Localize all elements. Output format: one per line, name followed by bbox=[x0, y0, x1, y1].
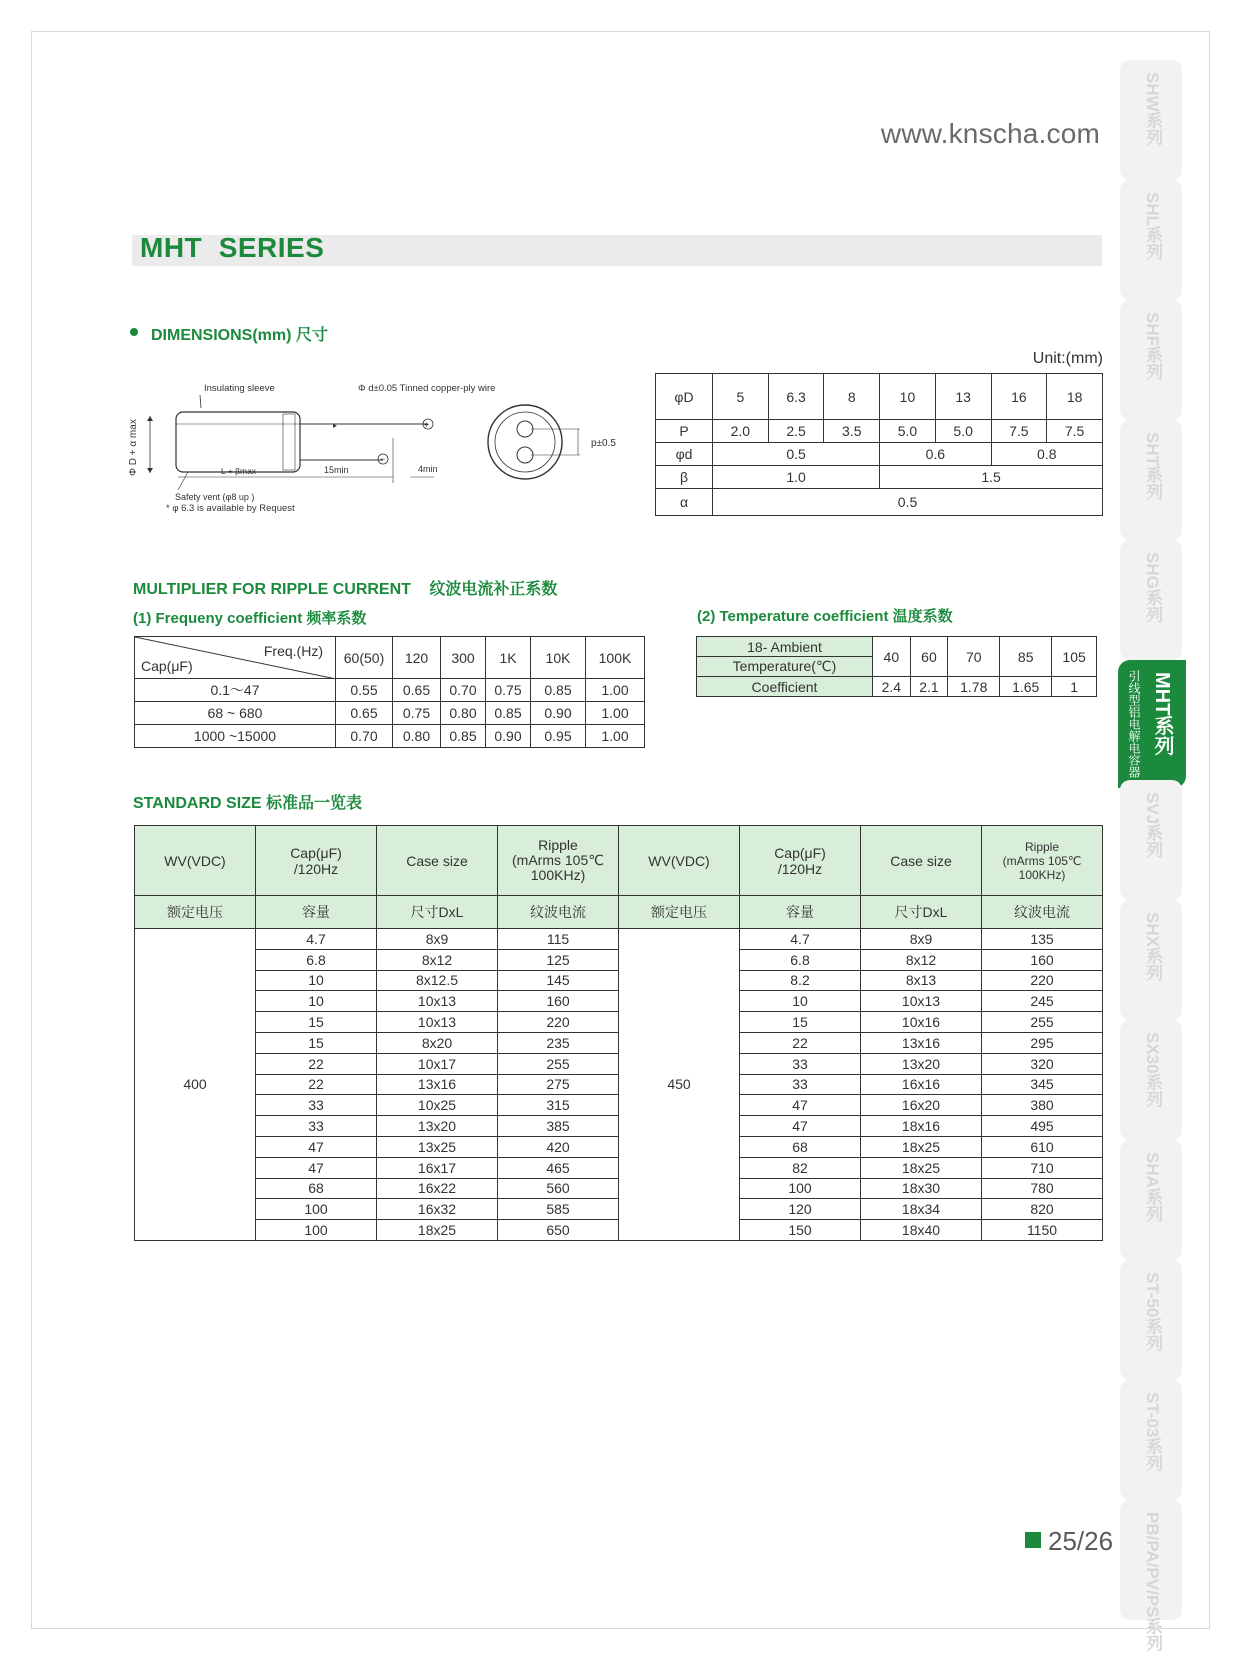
cap-cell: 82 bbox=[740, 1157, 861, 1178]
case-size-cell: 10x13 bbox=[861, 991, 982, 1012]
header-cell: Case size bbox=[377, 826, 498, 896]
ripple-cell: 125 bbox=[498, 949, 619, 970]
series-tab-label: SHA系列 bbox=[1143, 1152, 1162, 1222]
wv-cell: 450 bbox=[619, 929, 740, 1241]
header-cn-cell: 尺寸DxL bbox=[861, 896, 982, 929]
ripple-cell: 710 bbox=[982, 1157, 1103, 1178]
dim-cell: 6.3 bbox=[768, 374, 824, 420]
cap-cell: 150 bbox=[740, 1220, 861, 1241]
cap-cell: 120 bbox=[740, 1199, 861, 1220]
request-note: * φ 6.3 is available by Request bbox=[166, 503, 295, 514]
series-tab-label: SHT系列 bbox=[1143, 432, 1162, 500]
alpha-label: α bbox=[656, 489, 713, 516]
header-cn-cell: 纹波电流 bbox=[498, 896, 619, 929]
temp-coefficient-title: (2) Temperature coefficient 温度系数 bbox=[697, 608, 953, 625]
cap-cell: 47 bbox=[740, 1095, 861, 1116]
cap-range: 0.1～47 bbox=[135, 679, 336, 702]
coef-cell: 0.75 bbox=[393, 702, 441, 725]
dim-cell: 1.0 bbox=[713, 466, 880, 489]
temp-label: 18- Ambient bbox=[697, 637, 873, 657]
case-size-cell: 8x12 bbox=[861, 949, 982, 970]
cap-cell: 100 bbox=[256, 1199, 377, 1220]
temp-header: 60 bbox=[910, 637, 948, 677]
ripple-cell: 585 bbox=[498, 1199, 619, 1220]
dim-cell: 5 bbox=[713, 374, 769, 420]
header-cell: WV(VDC) bbox=[135, 826, 256, 896]
coef-cell: 0.90 bbox=[486, 725, 531, 748]
series-tab-mht[interactable] bbox=[1118, 660, 1186, 788]
ripple-cell: 295 bbox=[982, 1032, 1103, 1053]
temp-label: Temperature(℃) bbox=[697, 657, 873, 677]
ripple-cell: 385 bbox=[498, 1116, 619, 1137]
cap-cell: 6.8 bbox=[740, 949, 861, 970]
temp-coef: 2.1 bbox=[910, 677, 948, 697]
header-cell: Ripple (mArms 105℃ 100KHz) bbox=[498, 826, 619, 896]
coef-cell: 0.70 bbox=[336, 725, 393, 748]
case-size-cell: 16x32 bbox=[377, 1199, 498, 1220]
series-tab-label: SHF系列 bbox=[1143, 312, 1162, 380]
ripple-cell: 1150 bbox=[982, 1220, 1103, 1241]
dim-cell: 0.6 bbox=[880, 443, 991, 466]
case-size-cell: 18x30 bbox=[861, 1178, 982, 1199]
table-header-cn-row bbox=[135, 896, 1103, 929]
table-row bbox=[135, 725, 645, 748]
table-row bbox=[135, 679, 645, 702]
coef-cell: 1.00 bbox=[586, 702, 645, 725]
dim-cell: 1.5 bbox=[880, 466, 1103, 489]
series-tab-label: ST-50系列 bbox=[1143, 1272, 1162, 1352]
series-tab-label: SHX系列 bbox=[1143, 912, 1162, 981]
ripple-cell: 610 bbox=[982, 1136, 1103, 1157]
multiplier-title-cn: 纹波电流补正系数 bbox=[429, 581, 558, 598]
dim-cell: 0.5 bbox=[713, 489, 1103, 516]
cap-range: 1000 ~15000 bbox=[135, 725, 336, 748]
ripple-cell: 115 bbox=[498, 929, 619, 950]
dim-cell: 13 bbox=[935, 374, 991, 420]
header-cn-cell: 容量 bbox=[256, 896, 377, 929]
dim-cell: 0.8 bbox=[991, 443, 1102, 466]
coef-cell: 0.85 bbox=[441, 725, 486, 748]
series-tab-shx[interactable] bbox=[1120, 900, 1182, 1020]
freq-cap-header bbox=[135, 637, 336, 679]
ripple-cell: 345 bbox=[982, 1074, 1103, 1095]
ripple-cell: 465 bbox=[498, 1157, 619, 1178]
header-cn-cell: 额定电压 bbox=[135, 896, 256, 929]
cap-cell: 15 bbox=[256, 1032, 377, 1053]
freq-header: 300 bbox=[441, 637, 486, 679]
freq-header: 1K bbox=[486, 637, 531, 679]
ripple-cell: 220 bbox=[498, 1012, 619, 1033]
temperature-table bbox=[696, 636, 1097, 697]
cap-cell: 22 bbox=[256, 1074, 377, 1095]
ripple-cell: 315 bbox=[498, 1095, 619, 1116]
dimensions-title: DIMENSIONS(mm) 尺寸 bbox=[151, 327, 328, 344]
pitch-label: p±0.5 bbox=[591, 438, 616, 449]
cap-range: 68 ~ 680 bbox=[135, 702, 336, 725]
case-size-cell: 13x16 bbox=[861, 1032, 982, 1053]
cap-cell: 8.2 bbox=[740, 970, 861, 991]
cap-cell: 22 bbox=[740, 1032, 861, 1053]
coef-cell: 1.00 bbox=[586, 679, 645, 702]
coef-cell: 0.95 bbox=[531, 725, 586, 748]
case-size-cell: 13x20 bbox=[377, 1116, 498, 1137]
ripple-cell: 275 bbox=[498, 1074, 619, 1095]
header-cell: Cap(μF) /120Hz bbox=[740, 826, 861, 896]
cap-cell: 4.7 bbox=[256, 929, 377, 950]
case-size-cell: 16x17 bbox=[377, 1157, 498, 1178]
svg-text:−: − bbox=[380, 454, 386, 464]
ripple-cell: 780 bbox=[982, 1178, 1103, 1199]
ripple-cell: 820 bbox=[982, 1199, 1103, 1220]
case-size-cell: 10x13 bbox=[377, 1012, 498, 1033]
ripple-cell: 145 bbox=[498, 970, 619, 991]
temp-coef: 2.4 bbox=[873, 677, 911, 697]
cap-header-label: Cap(μF) bbox=[141, 658, 193, 674]
svg-text:+: + bbox=[424, 420, 430, 430]
ripple-cell: 560 bbox=[498, 1178, 619, 1199]
freq-header: 120 bbox=[393, 637, 441, 679]
multiplier-title bbox=[133, 576, 557, 599]
beta-label: β bbox=[656, 466, 713, 489]
cap-cell: 47 bbox=[740, 1116, 861, 1137]
series-tab-label: SHL系列 bbox=[1143, 192, 1162, 260]
phid-label: φd bbox=[656, 443, 713, 466]
freq-header-label: Freq.(Hz) bbox=[263, 643, 323, 659]
length-label: L + βmax bbox=[221, 466, 257, 476]
table-header-row bbox=[135, 826, 1103, 896]
cap-cell: 15 bbox=[740, 1012, 861, 1033]
case-size-cell: 8x9 bbox=[861, 929, 982, 950]
ripple-cell: 160 bbox=[982, 949, 1103, 970]
ripple-cell: 245 bbox=[982, 991, 1103, 1012]
case-size-cell: 8x12 bbox=[377, 949, 498, 970]
temp-header: 70 bbox=[948, 637, 1000, 677]
case-size-cell: 10x16 bbox=[861, 1012, 982, 1033]
cap-cell: 10 bbox=[740, 991, 861, 1012]
case-size-cell: 18x25 bbox=[377, 1220, 498, 1241]
case-size-cell: 8x9 bbox=[377, 929, 498, 950]
dim-cell: 2.0 bbox=[713, 420, 769, 443]
temp-header: 85 bbox=[1000, 637, 1052, 677]
temp-header: 105 bbox=[1052, 637, 1097, 677]
cap-cell: 33 bbox=[740, 1074, 861, 1095]
header-cn-cell: 纹波电流 bbox=[982, 896, 1103, 929]
cap-cell: 100 bbox=[740, 1178, 861, 1199]
ripple-cell: 135 bbox=[982, 929, 1103, 950]
wire-label: Φ d±0.05 Tinned copper-ply wire bbox=[358, 383, 496, 394]
multiplier-title-en: MULTIPLIER FOR RIPPLE CURRENT bbox=[133, 581, 411, 598]
series-tab-label: ST-03系列 bbox=[1143, 1392, 1162, 1472]
table-row bbox=[135, 929, 1103, 950]
ripple-cell: 495 bbox=[982, 1116, 1103, 1137]
series-tab-label: SHW系列 bbox=[1143, 72, 1162, 146]
dim-cell: 8 bbox=[824, 374, 880, 420]
temp-header: 40 bbox=[873, 637, 911, 677]
dim-cell: 3.5 bbox=[824, 420, 880, 443]
case-size-cell: 16x22 bbox=[377, 1178, 498, 1199]
svg-text:▸: ▸ bbox=[333, 421, 338, 430]
dim-cell: 7.5 bbox=[1047, 420, 1103, 443]
series-tab-st-50[interactable] bbox=[1120, 1260, 1182, 1380]
coef-cell: 0.80 bbox=[441, 702, 486, 725]
ripple-cell: 235 bbox=[498, 1032, 619, 1053]
series-tab-shl[interactable] bbox=[1120, 180, 1182, 300]
coef-cell: 0.65 bbox=[393, 679, 441, 702]
wv-cell: 400 bbox=[135, 929, 256, 1241]
series-tab-svj[interactable] bbox=[1120, 780, 1182, 900]
ripple-cell: 320 bbox=[982, 1053, 1103, 1074]
series-tab-pb-pa-pv-ps[interactable] bbox=[1120, 1500, 1182, 1652]
case-size-cell: 16x16 bbox=[861, 1074, 982, 1095]
cap-cell: 47 bbox=[256, 1157, 377, 1178]
header-cell: Cap(μF) /120Hz bbox=[256, 826, 377, 896]
dim-cell: 5.0 bbox=[935, 420, 991, 443]
case-size-cell: 13x20 bbox=[861, 1053, 982, 1074]
header-cn-cell: 额定电压 bbox=[619, 896, 740, 929]
standard-size-title: STANDARD SIZE 标准品一览表 bbox=[133, 795, 363, 812]
freq-coefficient-title: (1) Frequeny coefficient 频率系数 bbox=[133, 610, 367, 627]
cap-cell: 68 bbox=[256, 1178, 377, 1199]
cap-cell: 33 bbox=[740, 1053, 861, 1074]
case-size-cell: 10x25 bbox=[377, 1095, 498, 1116]
case-size-cell: 13x16 bbox=[377, 1074, 498, 1095]
phiD-label: φD bbox=[656, 374, 713, 420]
coef-cell: 0.55 bbox=[336, 679, 393, 702]
insulating-sleeve-label: Insulating sleeve bbox=[204, 383, 275, 394]
dim-cell: 0.5 bbox=[713, 443, 880, 466]
case-size-cell: 18x34 bbox=[861, 1199, 982, 1220]
header-cn-cell: 尺寸DxL bbox=[377, 896, 498, 929]
page-number: 25/26 bbox=[1048, 1526, 1114, 1556]
header-cell: WV(VDC) bbox=[619, 826, 740, 896]
series-tab-shw[interactable] bbox=[1120, 60, 1182, 180]
coef-cell: 0.80 bbox=[393, 725, 441, 748]
coef-cell: 0.70 bbox=[441, 679, 486, 702]
cap-cell: 47 bbox=[256, 1136, 377, 1157]
dim-cell: 2.5 bbox=[768, 420, 824, 443]
cap-cell: 33 bbox=[256, 1095, 377, 1116]
freq-header: 10K bbox=[531, 637, 586, 679]
header-cell: Case size bbox=[861, 826, 982, 896]
dim-cell: 16 bbox=[991, 374, 1047, 420]
page-title: MHT SERIES bbox=[140, 232, 325, 263]
series-tab-label: SVJ系列 bbox=[1143, 792, 1162, 859]
coef-cell: 0.65 bbox=[336, 702, 393, 725]
ripple-cell: 420 bbox=[498, 1136, 619, 1157]
cap-cell: 22 bbox=[256, 1053, 377, 1074]
series-tab-sht[interactable] bbox=[1120, 420, 1182, 540]
case-size-cell: 10x17 bbox=[377, 1053, 498, 1074]
coef-cell: 0.85 bbox=[531, 679, 586, 702]
table-row bbox=[135, 702, 645, 725]
dim-cell: 7.5 bbox=[991, 420, 1047, 443]
freq-header: 60(50) bbox=[336, 637, 393, 679]
case-size-cell: 8x20 bbox=[377, 1032, 498, 1053]
dim-cell: 18 bbox=[1047, 374, 1103, 420]
ripple-cell: 255 bbox=[498, 1053, 619, 1074]
dim-cell: 10 bbox=[880, 374, 936, 420]
safety-vent-label: Safety vent (φ8 up ) bbox=[175, 492, 255, 502]
dimensions-table bbox=[655, 373, 1103, 516]
ripple-cell: 255 bbox=[982, 1012, 1103, 1033]
case-size-cell: 8x12.5 bbox=[377, 970, 498, 991]
ripple-cell: 380 bbox=[982, 1095, 1103, 1116]
coef-cell: 1.00 bbox=[586, 725, 645, 748]
coef-cell: 0.75 bbox=[486, 679, 531, 702]
page-marker-icon bbox=[1025, 1532, 1041, 1548]
case-size-cell: 18x25 bbox=[861, 1136, 982, 1157]
cap-cell: 10 bbox=[256, 970, 377, 991]
coef-cell: 0.90 bbox=[531, 702, 586, 725]
temp-coef: 1.65 bbox=[1000, 677, 1052, 697]
cap-cell: 33 bbox=[256, 1116, 377, 1137]
series-tab-sublabel: 引线型铝电解电容器 bbox=[1127, 670, 1141, 778]
series-tab-label: MHT系列 bbox=[1151, 672, 1173, 756]
cap-cell: 15 bbox=[256, 1012, 377, 1033]
ripple-cell: 650 bbox=[498, 1220, 619, 1241]
diameter-axis-label: Φ D + α max bbox=[128, 419, 139, 476]
case-size-cell: 16x20 bbox=[861, 1095, 982, 1116]
ripple-cell: 160 bbox=[498, 991, 619, 1012]
series-tab-shf[interactable] bbox=[1120, 300, 1182, 420]
header-cn-cell: 容量 bbox=[740, 896, 861, 929]
case-size-cell: 8x13 bbox=[861, 970, 982, 991]
header-cell: Ripple (mArms 105℃ 100KHz) bbox=[982, 826, 1103, 896]
dim-cell: 5.0 bbox=[880, 420, 936, 443]
coef-cell: 0.85 bbox=[486, 702, 531, 725]
ripple-cell: 220 bbox=[982, 970, 1103, 991]
cap-cell: 10 bbox=[256, 991, 377, 1012]
series-tab-label: PB/PA/PV/PS系列 bbox=[1143, 1512, 1162, 1652]
standard-size-table bbox=[134, 825, 1103, 1241]
cap-cell: 6.8 bbox=[256, 949, 377, 970]
capacitor-dimension-diagram bbox=[128, 378, 658, 523]
case-size-cell: 18x25 bbox=[861, 1157, 982, 1178]
series-tab-sha[interactable] bbox=[1120, 1140, 1182, 1260]
series-tab-label: SHG系列 bbox=[1143, 552, 1162, 623]
temp-label: Coefficient bbox=[697, 677, 873, 697]
website-url[interactable]: www.knscha.com bbox=[880, 118, 1100, 149]
frequency-table bbox=[134, 636, 645, 748]
temp-coef: 1.78 bbox=[948, 677, 1000, 697]
lead-15min-label: 15min bbox=[324, 465, 349, 475]
series-tab-label: SX30系列 bbox=[1143, 1032, 1162, 1108]
lead-4min-label: 4min bbox=[418, 464, 438, 474]
bullet-icon bbox=[130, 328, 138, 336]
p-label: P bbox=[656, 420, 713, 443]
series-tab-st-03[interactable] bbox=[1120, 1380, 1182, 1500]
cap-cell: 68 bbox=[740, 1136, 861, 1157]
series-tab-sx30[interactable] bbox=[1120, 1020, 1182, 1140]
freq-header: 100K bbox=[586, 637, 645, 679]
cap-cell: 4.7 bbox=[740, 929, 861, 950]
case-size-cell: 13x25 bbox=[377, 1136, 498, 1157]
unit-label: Unit:(mm) bbox=[1032, 350, 1103, 367]
case-size-cell: 18x40 bbox=[861, 1220, 982, 1241]
cap-cell: 100 bbox=[256, 1220, 377, 1241]
case-size-cell: 18x16 bbox=[861, 1116, 982, 1137]
series-tab-shg[interactable] bbox=[1120, 540, 1182, 660]
temp-coef: 1 bbox=[1052, 677, 1097, 697]
case-size-cell: 10x13 bbox=[377, 991, 498, 1012]
